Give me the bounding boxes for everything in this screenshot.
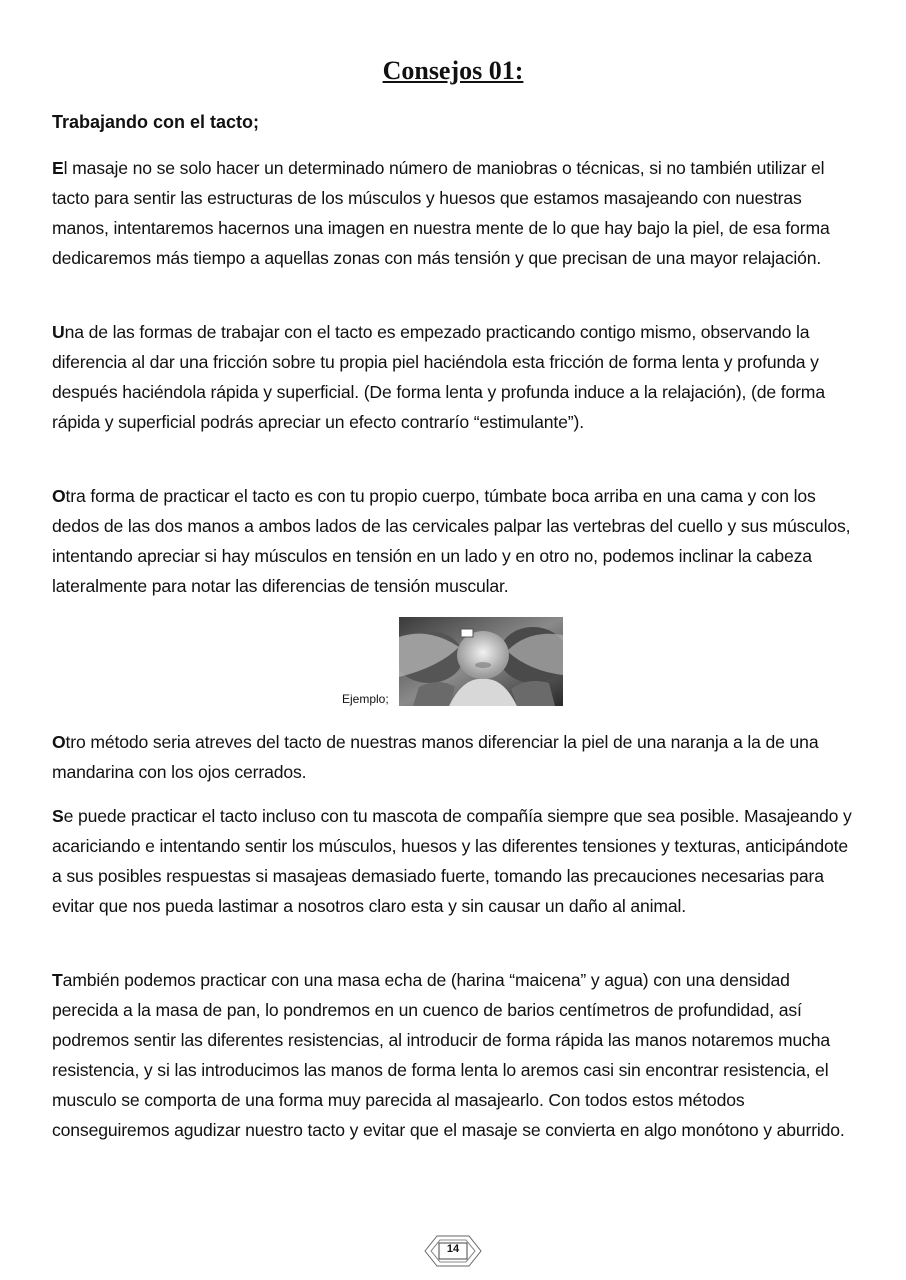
paragraph-6 [52,965,856,1145]
paragraph-3 [52,481,856,601]
page-number: 14 [446,1243,460,1255]
paragraph-text: e puede practicar el tacto incluso con tu mascota de compañía siempre que sea posible. Masajeando y acariciando e intentando sentir los músculos, huesos y las diferentes tensiones y texturas, anticipándote a sus posibles respuestas si masajeas demasiado fuerte, tomando las precauciones necesarias para evitar que nos pueda lastimar a nosotros claro esta y sin causar un daño al animal. [52,806,852,916]
paragraph-initial: U [52,322,65,342]
paragraph-4 [52,727,856,787]
section-heading: Trabajando con el tacto; [52,112,260,132]
paragraph-text: l masaje no se solo hacer un determinado número de maniobras o técnicas, si no también utilizar el tacto para sentir las estructuras de los músculos y huesos que estamos masajeando con nuestras manos, intentaremos hacernos una imagen en nuestra mente de lo que hay bajo la piel, de esa forma dedicaremos más tiempo a aquellas zonas con más tensión y que precisan de una mayor relajación. [52,158,830,268]
page-title: Consejos 01: [382,56,524,85]
paragraph-5 [52,801,856,921]
paragraph-text: ambién podemos practicar con una masa echa de (harina “maicena” y agua) con una densidad perecida a la masa de pan, lo pondremos en un cuenco de barios centímetros de profundidad, así podremos sentir las diferentes resistencias, al introducir de forma rápida las manos notaremos mucha resistencia, y si las introducimos las manos de forma lenta lo aremos casi sin encontrar resistencia, el musculo se comporta de una forma muy parecida al masajearlo. Con todos estos métodos conseguiremos agudizar nuestro tacto y evitar que el masaje se convierta en algo monótono y aburrido. [52,970,845,1140]
paragraph-initial: E [52,158,64,178]
paragraph-text: na de las formas de trabajar con el tacto es empezado practicando contigo mismo, observando la diferencia al dar una fricción sobre tu propia piel haciéndola esta fricción de forma lenta y profunda y después haciéndola rápida y superficial. (De forma lenta y profunda induce a la relajación), (de forma rápida y superficial podrás apreciar un efecto contrarío “estimulante”). [52,322,825,432]
neck-massage-photo [399,617,563,706]
photo-illustration [399,617,563,706]
paragraph-1 [52,153,856,273]
figure-caption: Ejemplo; [342,692,389,706]
paragraph-text: tra forma de practicar el tacto es con tu propio cuerpo, túmbate boca arriba en una cama y con los dedos de las dos manos a ambos lados de las cervicales palpar las vertebras del cuello y sus músculos, intentando apreciar si hay músculos en tensión en un lado y en otro no, podemos inclinar la cabeza lateralmente para notar las diferencias de tensión muscular. [52,486,851,596]
paragraph-2 [52,317,856,437]
paragraph-initial: S [52,806,64,826]
paragraph-initial: O [52,732,66,752]
paragraph-text: tro método seria atreves del tacto de nuestras manos diferenciar la piel de una naranja a la de una mandarina con los ojos cerrados. [52,732,819,782]
page-number-badge [423,1234,483,1268]
paragraph-initial: T [52,970,63,990]
paragraph-initial: O [52,486,66,506]
